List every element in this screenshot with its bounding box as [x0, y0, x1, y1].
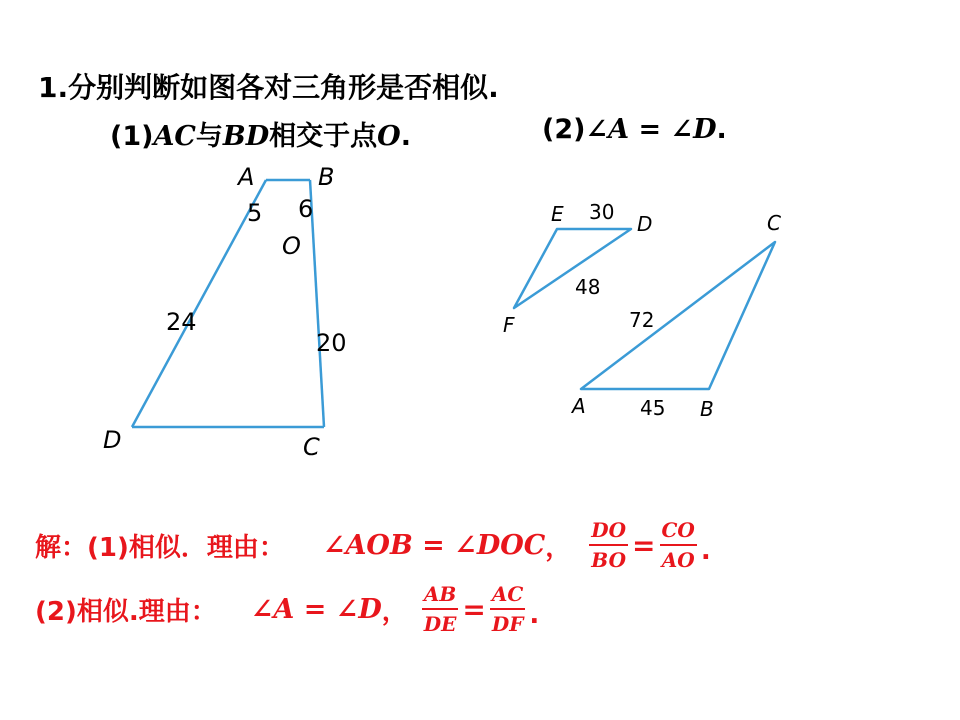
part2-label: (2): [542, 114, 586, 145]
part1-bd: BD: [222, 121, 270, 152]
solution1-frac1: [589, 518, 628, 572]
part1-text1: 与: [195, 121, 223, 152]
part1-end: .: [400, 121, 411, 152]
solution1-angle-eq: ∠AOB = ∠DOC: [322, 529, 546, 561]
frac4-denominator: DF: [491, 612, 524, 636]
part1-label: (1): [110, 121, 154, 152]
triangle-cab: [581, 242, 775, 389]
solution2-end: .: [529, 600, 540, 630]
vertex-b: B: [318, 163, 335, 191]
solution1-end: .: [700, 536, 711, 566]
vertex-d2: D: [637, 212, 653, 236]
solution1-frac2: [660, 518, 697, 572]
solution-line1: [35, 510, 711, 580]
solution2-eq: =: [462, 592, 486, 626]
frac3-numerator: AB: [422, 582, 459, 610]
solution2-frac2: [490, 582, 526, 636]
solution2-frac1: [422, 582, 459, 636]
vertex-a: A: [238, 163, 255, 191]
solution1-prefix: 解：(1)相似．理由：: [35, 532, 285, 563]
solution1-sep: ，: [545, 532, 572, 563]
part2-end: .: [716, 114, 727, 145]
vertex-d: D: [103, 426, 122, 454]
frac4-numerator: AC: [490, 582, 526, 610]
solution2-angle-eq: ∠A = ∠D: [250, 593, 382, 625]
vertex-f: F: [503, 313, 515, 337]
part1-ac: AC: [153, 121, 196, 152]
vertex-a2: A: [572, 394, 586, 418]
vertex-b2: B: [700, 397, 714, 421]
solution-line2: [35, 574, 539, 644]
part1-o: O: [377, 121, 401, 152]
vertex-e: E: [551, 202, 564, 226]
solution2-prefix: (2)相似.理由：: [35, 596, 217, 627]
question-text: 分别判断如图各对三角形是否相似.: [68, 71, 499, 104]
vertex-o: O: [282, 232, 301, 260]
length-oc: 20: [316, 329, 347, 357]
solution1-eq: =: [632, 528, 656, 562]
length-od: 24: [166, 308, 197, 336]
frac3-denominator: DE: [423, 612, 457, 636]
vertex-c: C: [303, 433, 320, 461]
part2-expr: ∠A = ∠D: [585, 114, 717, 145]
length-ab: 45: [640, 396, 666, 420]
frac1-numerator: DO: [589, 518, 628, 546]
length-df: 48: [575, 275, 601, 299]
frac2-numerator: CO: [660, 518, 697, 546]
solution2-sep: ，: [381, 596, 408, 627]
length-ac: 72: [629, 308, 655, 332]
frac2-denominator: AO: [661, 548, 695, 572]
triangle-edf: [514, 229, 631, 308]
question-number: 1.: [38, 71, 69, 104]
part1-text2: 相交于点: [269, 121, 378, 152]
frac1-denominator: BO: [591, 548, 626, 572]
length-ao: 5: [247, 199, 263, 227]
vertex-c2: C: [767, 211, 781, 235]
length-ed: 30: [589, 200, 615, 224]
length-bo: 6: [298, 195, 314, 223]
